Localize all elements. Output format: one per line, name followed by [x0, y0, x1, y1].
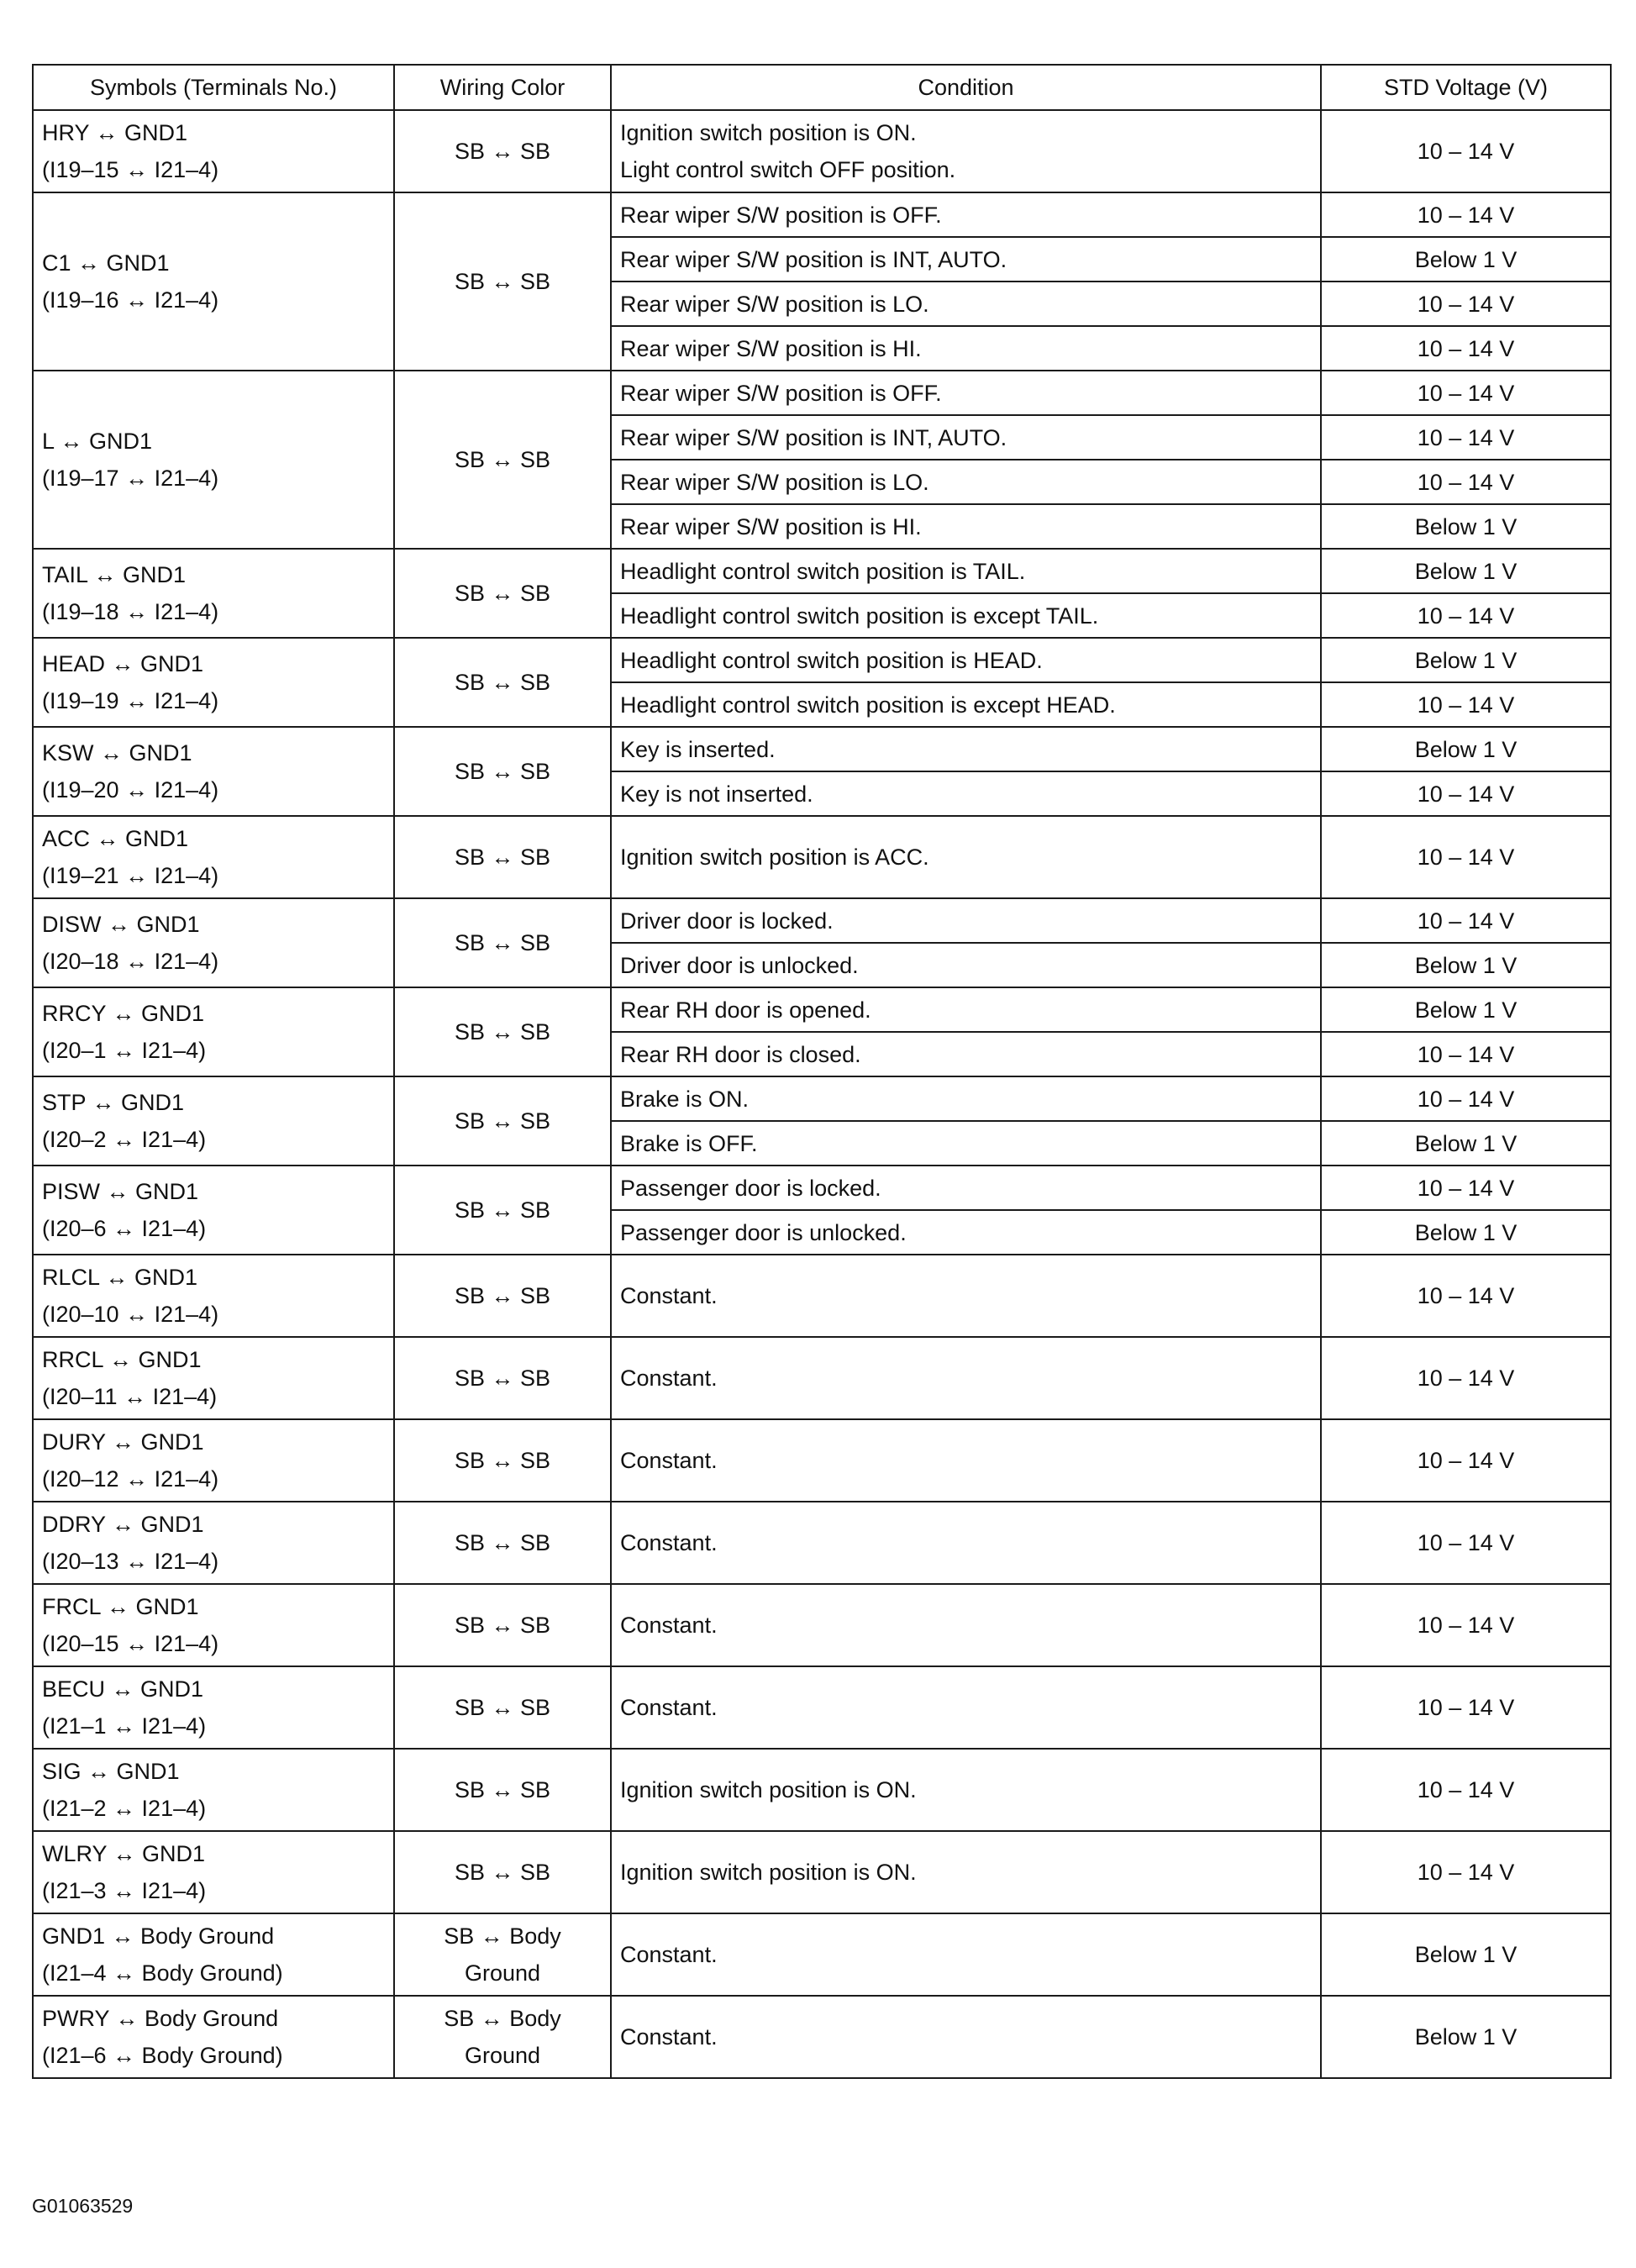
terminal-numbers: (I21–3 ↔ I21–4) — [42, 1878, 207, 1903]
wiring-color-cell: SB ↔ SB — [394, 192, 611, 371]
table-row — [33, 1913, 1611, 1996]
condition-cell: Constant. — [611, 1666, 1321, 1749]
header-condition: Condition — [611, 65, 1321, 110]
symbol-label: PWRY ↔ Body Ground — [42, 2006, 279, 2031]
wiring-color-cell: SB ↔ SB — [394, 638, 611, 727]
condition-cell: Rear wiper S/W position is INT, AUTO. — [611, 237, 1321, 282]
symbol-cell — [33, 371, 394, 549]
symbol-label: C1 ↔ GND1 — [42, 250, 170, 276]
symbol-label: RLCL ↔ GND1 — [42, 1265, 198, 1290]
symbol-label: RRCY ↔ GND1 — [42, 1001, 205, 1026]
std-voltage-cell: 10 – 14 V — [1321, 110, 1611, 192]
terminal-numbers: (I19–16 ↔ I21–4) — [42, 287, 219, 313]
terminal-numbers: (I20–10 ↔ I21–4) — [42, 1302, 219, 1327]
symbol-cell — [33, 727, 394, 816]
condition-cell: Ignition switch position is ON. Light control switch OFF position. — [611, 110, 1321, 192]
terminal-numbers: (I21–4 ↔ Body Ground) — [42, 1960, 283, 1986]
std-voltage-cell: 10 – 14 V — [1321, 771, 1611, 816]
condition-cell: Rear wiper S/W position is HI. — [611, 326, 1321, 371]
std-voltage-cell: Below 1 V — [1321, 943, 1611, 987]
table-row — [33, 1666, 1611, 1749]
condition-cell: Passenger door is locked. — [611, 1166, 1321, 1210]
condition-cell: Rear RH door is opened. — [611, 987, 1321, 1032]
terminal-numbers: (I20–2 ↔ I21–4) — [42, 1127, 207, 1152]
table-row — [33, 1419, 1611, 1502]
symbol-cell — [33, 1913, 394, 1996]
table-row — [33, 1076, 1611, 1121]
symbol-cell — [33, 192, 394, 371]
std-voltage-cell: Below 1 V — [1321, 1913, 1611, 1996]
wiring-color-cell: SB ↔ SB — [394, 727, 611, 816]
table-row — [33, 1996, 1611, 2078]
header-row — [33, 65, 1611, 110]
table-body — [33, 110, 1611, 2078]
wiring-color-cell: SB ↔ SB — [394, 1076, 611, 1166]
condition-cell: Rear wiper S/W position is LO. — [611, 460, 1321, 504]
symbol-cell — [33, 1337, 394, 1419]
std-voltage-cell: 10 – 14 V — [1321, 1032, 1611, 1076]
symbol-label: WLRY ↔ GND1 — [42, 1841, 206, 1866]
terminal-numbers: (I20–13 ↔ I21–4) — [42, 1549, 219, 1574]
header-wiring-color: Wiring Color — [394, 65, 611, 110]
table-row — [33, 1166, 1611, 1210]
std-voltage-cell: Below 1 V — [1321, 504, 1611, 549]
symbol-cell — [33, 110, 394, 192]
symbol-label: SIG ↔ GND1 — [42, 1759, 180, 1784]
condition-cell: Rear wiper S/W position is INT, AUTO. — [611, 415, 1321, 460]
header-std-voltage: STD Voltage (V) — [1321, 65, 1611, 110]
condition-cell: Constant. — [611, 1584, 1321, 1666]
terminal-numbers: (I20–12 ↔ I21–4) — [42, 1466, 219, 1492]
terminal-numbers: (I20–1 ↔ I21–4) — [42, 1038, 207, 1063]
symbol-cell — [33, 638, 394, 727]
std-voltage-cell: Below 1 V — [1321, 1210, 1611, 1255]
wiring-color-cell: SB ↔ SB — [394, 1255, 611, 1337]
terminal-numbers: (I20–6 ↔ I21–4) — [42, 1216, 207, 1241]
std-voltage-cell: 10 – 14 V — [1321, 1337, 1611, 1419]
condition-cell: Constant. — [611, 1996, 1321, 2078]
terminal-numbers: (I20–11 ↔ I21–4) — [42, 1384, 218, 1409]
condition-cell: Constant. — [611, 1913, 1321, 1996]
symbol-cell — [33, 898, 394, 987]
std-voltage-cell: 10 – 14 V — [1321, 282, 1611, 326]
table-row — [33, 1831, 1611, 1913]
std-voltage-cell: 10 – 14 V — [1321, 898, 1611, 943]
table-row — [33, 1502, 1611, 1584]
wiring-color-cell: SB ↔ SB — [394, 898, 611, 987]
symbol-cell — [33, 1076, 394, 1166]
spec-table — [32, 64, 1612, 2079]
symbol-cell — [33, 987, 394, 1076]
terminal-numbers: (I21–1 ↔ I21–4) — [42, 1713, 207, 1739]
header-symbols: Symbols (Terminals No.) — [33, 65, 394, 110]
std-voltage-cell: 10 – 14 V — [1321, 415, 1611, 460]
std-voltage-cell: 10 – 14 V — [1321, 326, 1611, 371]
condition-cell: Headlight control switch position is TAIL. — [611, 549, 1321, 593]
wiring-color-cell: SB ↔ SB — [394, 987, 611, 1076]
condition-cell: Constant. — [611, 1502, 1321, 1584]
symbol-cell — [33, 1584, 394, 1666]
symbol-label: STP ↔ GND1 — [42, 1090, 185, 1115]
table-row — [33, 987, 1611, 1032]
condition-cell: Headlight control switch position is except HEAD. — [611, 682, 1321, 727]
table-row — [33, 549, 1611, 593]
symbol-label: L ↔ GND1 — [42, 429, 153, 454]
condition-cell: Passenger door is unlocked. — [611, 1210, 1321, 1255]
table-row — [33, 1337, 1611, 1419]
condition-cell: Ignition switch position is ON. — [611, 1831, 1321, 1913]
symbol-cell — [33, 1166, 394, 1255]
wiring-color-cell: SB ↔ SB — [394, 1666, 611, 1749]
wiring-color-cell: SB ↔ SB — [394, 1831, 611, 1913]
std-voltage-cell: 10 – 14 V — [1321, 1584, 1611, 1666]
table-row — [33, 898, 1611, 943]
std-voltage-cell: Below 1 V — [1321, 987, 1611, 1032]
condition-cell: Key is inserted. — [611, 727, 1321, 771]
std-voltage-cell: 10 – 14 V — [1321, 1749, 1611, 1831]
symbol-cell — [33, 549, 394, 638]
condition-cell: Key is not inserted. — [611, 771, 1321, 816]
symbol-label: HEAD ↔ GND1 — [42, 651, 204, 676]
std-voltage-cell: 10 – 14 V — [1321, 460, 1611, 504]
terminal-numbers: (I19–17 ↔ I21–4) — [42, 466, 219, 491]
terminal-numbers: (I19–20 ↔ I21–4) — [42, 777, 219, 802]
condition-cell: Rear wiper S/W position is OFF. — [611, 192, 1321, 237]
std-voltage-cell: 10 – 14 V — [1321, 1831, 1611, 1913]
symbol-cell — [33, 1502, 394, 1584]
symbol-label: TAIL ↔ GND1 — [42, 562, 187, 587]
std-voltage-cell: Below 1 V — [1321, 549, 1611, 593]
std-voltage-cell: 10 – 14 V — [1321, 1502, 1611, 1584]
condition-cell: Brake is OFF. — [611, 1121, 1321, 1166]
condition-cell: Rear wiper S/W position is LO. — [611, 282, 1321, 326]
symbol-label: ACC ↔ GND1 — [42, 826, 189, 851]
wiring-color-cell: SB ↔ SB — [394, 1166, 611, 1255]
terminal-numbers: (I19–15 ↔ I21–4) — [42, 157, 219, 182]
condition-cell: Driver door is locked. — [611, 898, 1321, 943]
symbol-cell — [33, 1996, 394, 2078]
table-row — [33, 1255, 1611, 1337]
std-voltage-cell: 10 – 14 V — [1321, 593, 1611, 638]
std-voltage-cell: 10 – 14 V — [1321, 816, 1611, 898]
symbol-label: DURY ↔ GND1 — [42, 1429, 204, 1455]
wiring-color-cell: SB ↔ SB — [394, 816, 611, 898]
std-voltage-cell: 10 – 14 V — [1321, 1255, 1611, 1337]
table-row — [33, 727, 1611, 771]
std-voltage-cell: 10 – 14 V — [1321, 1419, 1611, 1502]
table-row — [33, 371, 1611, 415]
terminal-numbers: (I21–2 ↔ I21–4) — [42, 1796, 207, 1821]
std-voltage-cell: Below 1 V — [1321, 727, 1611, 771]
condition-cell: Rear wiper S/W position is OFF. — [611, 371, 1321, 415]
symbol-cell — [33, 1749, 394, 1831]
condition-cell: Headlight control switch position is except TAIL. — [611, 593, 1321, 638]
condition-cell: Headlight control switch position is HEAD. — [611, 638, 1321, 682]
wiring-color-cell: SB ↔ SB — [394, 110, 611, 192]
std-voltage-cell: 10 – 14 V — [1321, 1166, 1611, 1210]
condition-cell: Ignition switch position is ON. — [611, 1749, 1321, 1831]
symbol-label: DISW ↔ GND1 — [42, 912, 200, 937]
symbol-cell — [33, 1831, 394, 1913]
condition-cell: Brake is ON. — [611, 1076, 1321, 1121]
symbol-label: FRCL ↔ GND1 — [42, 1594, 199, 1619]
symbol-label: HRY ↔ GND1 — [42, 120, 188, 145]
figure-id: G01063529 — [32, 2195, 134, 2217]
table-row — [33, 192, 1611, 237]
symbol-cell — [33, 1419, 394, 1502]
condition-cell: Constant. — [611, 1337, 1321, 1419]
table-row — [33, 1584, 1611, 1666]
wiring-color-cell: SB ↔ Body Ground — [394, 1996, 611, 2078]
wiring-color-cell: SB ↔ SB — [394, 549, 611, 638]
wiring-color-cell: SB ↔ SB — [394, 1584, 611, 1666]
wiring-color-cell: SB ↔ SB — [394, 1749, 611, 1831]
table-row — [33, 110, 1611, 192]
symbol-label: RRCL ↔ GND1 — [42, 1347, 202, 1372]
terminal-voltage-table — [32, 64, 1610, 2079]
symbol-label: GND1 ↔ Body Ground — [42, 1923, 275, 1949]
std-voltage-cell: Below 1 V — [1321, 638, 1611, 682]
std-voltage-cell: 10 – 14 V — [1321, 192, 1611, 237]
symbol-cell — [33, 1666, 394, 1749]
condition-cell: Ignition switch position is ACC. — [611, 816, 1321, 898]
wiring-color-cell: SB ↔ SB — [394, 1419, 611, 1502]
std-voltage-cell: Below 1 V — [1321, 1121, 1611, 1166]
condition-cell: Driver door is unlocked. — [611, 943, 1321, 987]
symbol-cell — [33, 816, 394, 898]
std-voltage-cell: 10 – 14 V — [1321, 371, 1611, 415]
wiring-color-cell: SB ↔ SB — [394, 371, 611, 549]
condition-cell: Constant. — [611, 1255, 1321, 1337]
wiring-color-cell: SB ↔ SB — [394, 1502, 611, 1584]
table-row — [33, 638, 1611, 682]
condition-cell: Constant. — [611, 1419, 1321, 1502]
std-voltage-cell: Below 1 V — [1321, 237, 1611, 282]
symbol-label: KSW ↔ GND1 — [42, 740, 192, 766]
symbol-label: BECU ↔ GND1 — [42, 1676, 204, 1702]
std-voltage-cell: Below 1 V — [1321, 1996, 1611, 2078]
terminal-numbers: (I20–15 ↔ I21–4) — [42, 1631, 219, 1656]
terminal-numbers: (I19–19 ↔ I21–4) — [42, 688, 219, 713]
condition-cell: Rear wiper S/W position is HI. — [611, 504, 1321, 549]
std-voltage-cell: 10 – 14 V — [1321, 682, 1611, 727]
std-voltage-cell: 10 – 14 V — [1321, 1076, 1611, 1121]
std-voltage-cell: 10 – 14 V — [1321, 1666, 1611, 1749]
terminal-numbers: (I21–6 ↔ Body Ground) — [42, 2043, 283, 2068]
table-row — [33, 816, 1611, 898]
terminal-numbers: (I19–18 ↔ I21–4) — [42, 599, 219, 624]
table-row — [33, 1749, 1611, 1831]
symbol-label: PISW ↔ GND1 — [42, 1179, 199, 1204]
wiring-color-cell: SB ↔ Body Ground — [394, 1913, 611, 1996]
wiring-color-cell: SB ↔ SB — [394, 1337, 611, 1419]
condition-cell: Rear RH door is closed. — [611, 1032, 1321, 1076]
symbol-label: DDRY ↔ GND1 — [42, 1512, 204, 1537]
symbol-cell — [33, 1255, 394, 1337]
terminal-numbers: (I19–21 ↔ I21–4) — [42, 863, 219, 888]
terminal-numbers: (I20–18 ↔ I21–4) — [42, 949, 219, 974]
